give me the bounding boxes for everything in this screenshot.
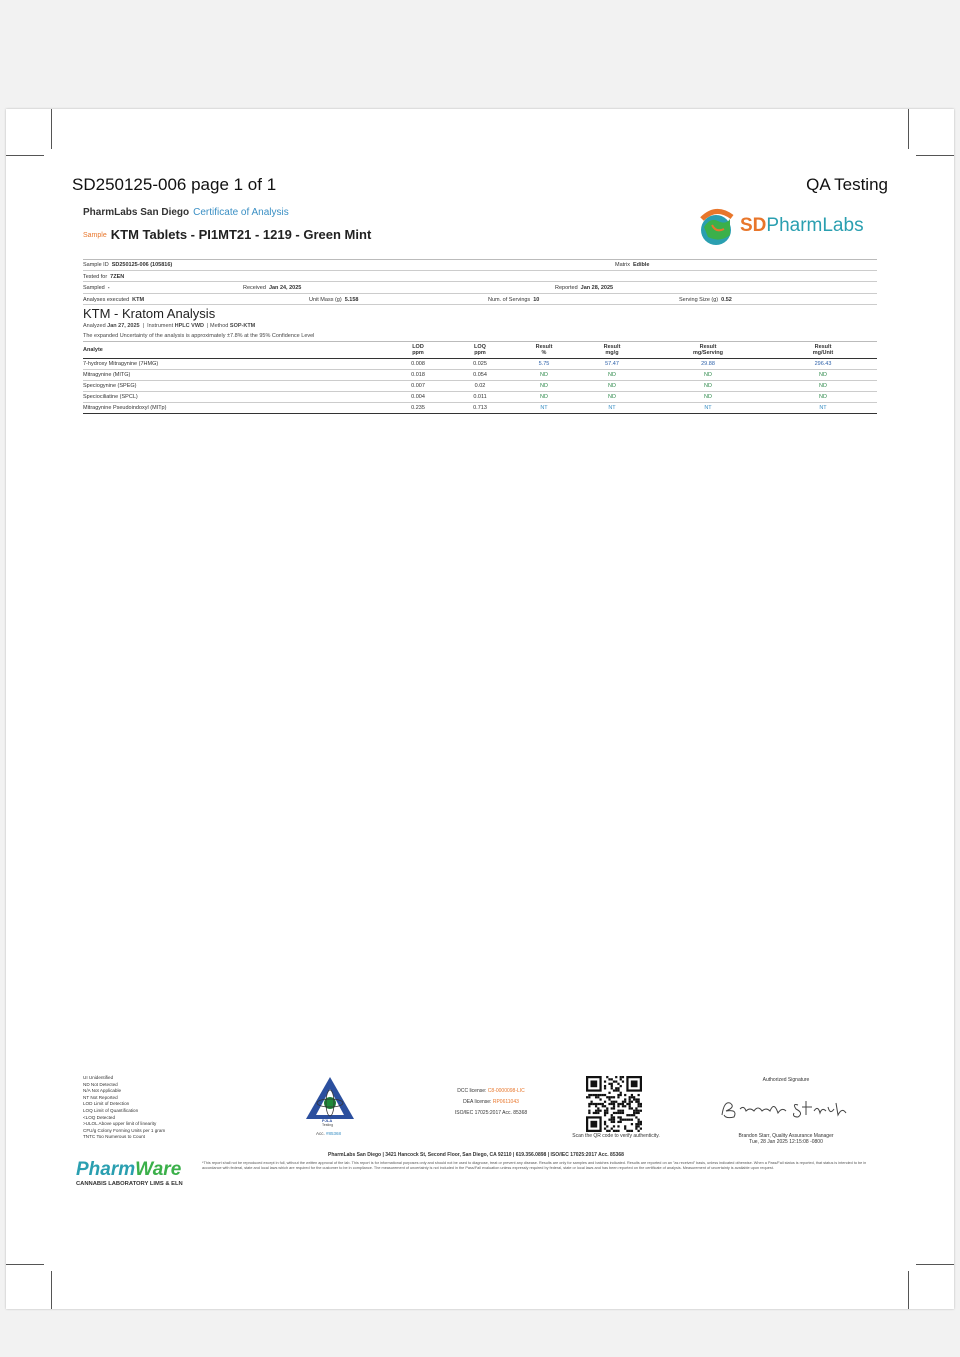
crop-mark [6, 1264, 44, 1265]
crop-mark [51, 109, 52, 149]
qr-caption: Scan the QR code to verify authenticity. [572, 1133, 660, 1139]
sampled: Sampled - [83, 285, 110, 291]
lab-logo-icon [696, 205, 742, 249]
sample-tag: Sample [83, 232, 107, 240]
result-mg-serving-cell: 29.88 [647, 359, 769, 370]
result-mg-serving-cell: ND [647, 381, 769, 392]
signature-icon [716, 1095, 856, 1121]
results-table [83, 341, 877, 414]
lod-cell: 0.018 [387, 370, 449, 381]
signatory-name: Brandon Starr, Quality Assurance Manager [738, 1133, 834, 1139]
legend-item: NT Not Reported [83, 1094, 118, 1100]
table-header-row [83, 342, 877, 359]
qa-testing-label: QA Testing [806, 175, 888, 194]
result-percent-cell: 5.75 [511, 359, 577, 370]
legend-item: TNTC Too Numerous to Count [83, 1134, 145, 1140]
signature-date: Tue, 28 Jan 2025 12:15:08 -0800 [749, 1139, 823, 1145]
analyte-cell: Mitragynine Pseudoindoxyl (MITp) [83, 403, 387, 414]
result-mg-g-cell: 57.47 [577, 359, 647, 370]
pjla-acc-number: Acc. #85368 [316, 1131, 342, 1136]
result-mg-unit-cell: 296.43 [769, 359, 877, 370]
analyte-cell: 7-hydroxy Mitragynine (7HMG) [83, 359, 387, 370]
table-row [83, 370, 877, 381]
result-mg-unit-cell: ND [769, 381, 877, 392]
document-page [6, 109, 954, 1309]
serving-size: Serving Size (g) 0.52 [679, 296, 732, 303]
reported: Reported Jan 28, 2025 [555, 285, 614, 291]
legend-item: CFU/g Colony Forming Units per 1 gram [83, 1127, 166, 1133]
lab-name: PharmLabs San Diego [83, 207, 190, 218]
result-percent-cell: ND [511, 381, 577, 392]
result-mg-unit-cell: ND [769, 370, 877, 381]
column-header: Analyte [83, 342, 387, 359]
loq-cell: 0.011 [449, 392, 511, 403]
unit-mass: Unit Mass (g) 5.158 [309, 296, 359, 303]
meta-row [83, 271, 877, 283]
legend-item: ND Not Detected [83, 1081, 118, 1087]
loq-cell: 0.025 [449, 359, 511, 370]
result-mg-serving-cell: ND [647, 392, 769, 403]
pharmware-tagline: CANNABIS LABORATORY LIMS & ELN [76, 1181, 183, 1187]
lod-cell: 0.235 [387, 403, 449, 414]
table-row [83, 392, 877, 403]
crop-mark [916, 1264, 954, 1265]
result-mg-g-cell: ND [577, 392, 647, 403]
disclaimer: *This report shall not be reproduced except in full, without the written approval of the lab. This report is for informational purposes only and should not be used to diagnose, treat or prevent any disease. Results are only for samples and batches indicated. Results are reported on an "as received" basis, unless indicated otherwise. When a Pass/Fail status is reported, that status is intended to be in accordance with federal, state and local laws which are required for the customer to be in compliance. The measurement of uncertainty is not included in the Pass/Fail evaluation unless expressly required by federal, state or local laws and has been reported on the certificate of analysis. Measurement of uncertainty is available upon request. [202, 1161, 867, 1170]
crop-mark [916, 155, 954, 156]
license-info [426, 1086, 556, 1119]
result-percent-cell: ND [511, 392, 577, 403]
lab-address: PharmLabs San Diego | 3421 Hancock St, Second Floor, San Diego, CA 92110 | 619.356.0898 | ISO/IEC 17025:2017 Acc. 85368 [328, 1152, 624, 1158]
meta-row [83, 294, 877, 306]
result-percent-cell: ND [511, 370, 577, 381]
logo-name: PharmLabs [766, 215, 864, 236]
loq-cell: 0.054 [449, 370, 511, 381]
lod-cell: 0.007 [387, 381, 449, 392]
loq-cell: 0.713 [449, 403, 511, 414]
result-percent-cell: NT [511, 403, 577, 414]
iso-accreditation: ISO/IEC 17025:2017 Acc. 85368 [454, 1110, 528, 1116]
result-mg-unit-cell: NT [769, 403, 877, 414]
column-header: Result % [511, 342, 577, 359]
uncertainty-note: The expanded Uncertainty of the analysis is approximately ±7.8% at the 95% Confidence Level [83, 333, 315, 339]
crop-mark [908, 1271, 909, 1309]
dea-license: DEA license: RP0611043 [463, 1099, 519, 1105]
result-mg-g-cell: ND [577, 381, 647, 392]
crop-mark [6, 155, 44, 156]
matrix: Matrix Edible [615, 262, 650, 268]
result-mg-g-cell: ND [577, 370, 647, 381]
pjla-sub: Testing [322, 1123, 334, 1127]
crop-mark [51, 1271, 52, 1309]
meta-row [83, 259, 877, 271]
abbreviation-legend [83, 1075, 165, 1141]
sample-heading [83, 227, 371, 242]
lod-cell: 0.008 [387, 359, 449, 370]
logo-wordmark [740, 215, 864, 237]
logo-arc-text: PharmLabs [706, 204, 728, 209]
received: Received Jan 24, 2025 [243, 285, 302, 291]
result-mg-unit-cell: ND [769, 392, 877, 403]
table-row [83, 359, 877, 370]
column-header: Result mg/g [577, 342, 647, 359]
analyte-cell: Speciogynine (SPEG) [83, 381, 387, 392]
coa-label: Certificate of Analysis [193, 207, 289, 218]
column-header: Result mg/Serving [647, 342, 769, 359]
dcc-license: DCC license: C8-0000098-LIC [457, 1088, 525, 1094]
document-id: SD250125-006 page 1 of 1 [72, 175, 277, 194]
loq-cell: 0.02 [449, 381, 511, 392]
tested-for: Tested for 7ZEN [83, 273, 125, 280]
analyte-cell: Mitragynine (MITG) [83, 370, 387, 381]
pjla-accreditation-logo [304, 1075, 356, 1139]
pharmware-logo [76, 1159, 188, 1195]
column-header: Result mg/Unit [769, 342, 877, 359]
legend-item: <LOQ Detected [83, 1114, 116, 1120]
column-header: LOQ ppm [449, 342, 511, 359]
result-mg-serving-cell: ND [647, 370, 769, 381]
logo-prefix: SD [740, 215, 767, 236]
table-row [83, 381, 877, 392]
pharmware-wordmark: PharmWare [76, 1159, 182, 1180]
crop-mark [908, 109, 909, 149]
result-mg-serving-cell: NT [647, 403, 769, 414]
verification-qr-code[interactable] [586, 1076, 642, 1132]
sample-metadata [83, 259, 877, 305]
analysis-title: KTM - Kratom Analysis [83, 306, 216, 321]
pjla-mark: PJLA [322, 1118, 333, 1123]
legend-item: LOQ Limit of Quantification [83, 1107, 139, 1113]
meta-row [83, 282, 877, 294]
signatory [716, 1133, 856, 1145]
sample-name: KTM Tablets - PI1MT21 - 1219 - Green Mint [110, 227, 372, 242]
result-mg-g-cell: NT [577, 403, 647, 414]
analyte-cell: Speciociliatine (SPCL) [83, 392, 387, 403]
signature-label: Authorized Signature [762, 1077, 810, 1083]
legend-item: UI Unidentified [83, 1075, 114, 1080]
legend-item: LOD Limit of Detection [83, 1101, 130, 1107]
num-servings: Num. of Servings 10 [488, 296, 540, 303]
lod-cell: 0.004 [387, 392, 449, 403]
sdpharmlabs-logo [696, 205, 886, 249]
analyses-executed: Analyses executed KTM [83, 296, 145, 303]
analysis-details: Analyzed Jan 27, 2025 | Instrument HPLC VWD | Method SOP-KTM [83, 323, 256, 329]
legend-item: N/A Not Applicable [83, 1088, 122, 1094]
handwritten-signature [716, 1095, 856, 1121]
table-row [83, 403, 877, 414]
legend-item: >ULOL Above upper limit of linearity [83, 1121, 157, 1127]
sample-id: Sample ID SD250125-006 (105816) [83, 262, 173, 268]
lab-heading [83, 207, 289, 218]
column-header: LOD ppm [387, 342, 449, 359]
